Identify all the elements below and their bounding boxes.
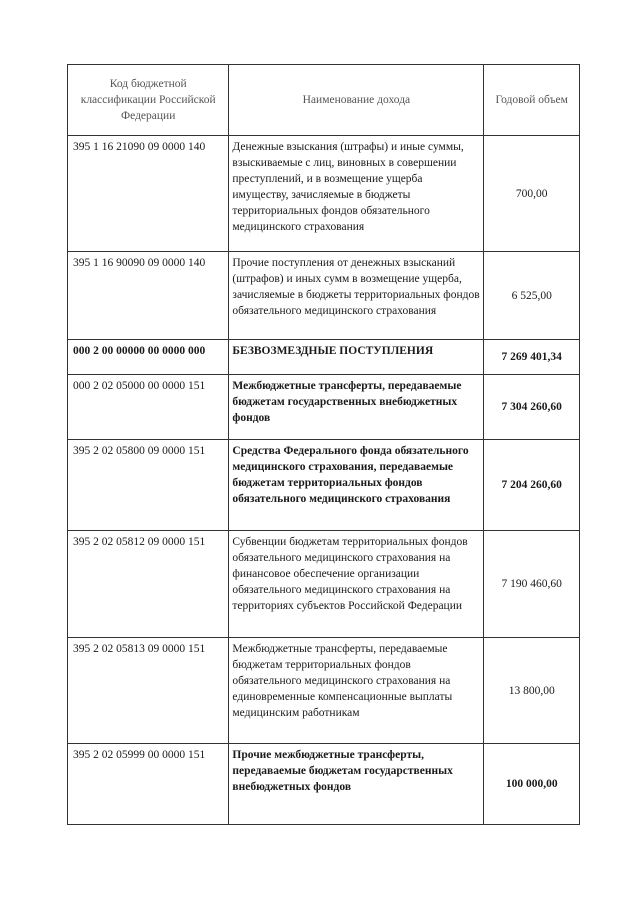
table-row: [68, 136, 580, 252]
row-name: Прочие поступления от денежных взысканий (штрафов) и иных сумм в возмещение ущерба, зачисляемые в бюджеты территориальных фондов обязательного медицинского страхования: [229, 252, 484, 340]
row-code: 000 2 02 05000 00 0000 151: [68, 375, 229, 440]
row-code: 395 2 02 05812 09 0000 151: [68, 531, 229, 638]
row-name: Средства Федерального фонда обязательного медицинского страхования, передаваемые бюджетам территориальных фондов обязательного медицинского страхования: [229, 440, 484, 531]
row-name: Межбюджетные трансферты, передаваемые бюджетам территориальных фондов обязательного медицинского страхования на единовременные компенсационные выплаты медицинским работникам: [229, 638, 484, 744]
table-row: [68, 375, 580, 440]
row-amount: 7 304 260,60: [484, 375, 580, 440]
row-name: Межбюджетные трансферты, передаваемые бюджетам государственных внебюджетных фондов: [229, 375, 484, 440]
header-amount: Годовой объем: [484, 65, 580, 136]
table-header-row: [68, 65, 580, 136]
header-code: Код бюджетной классификации Российской Федерации: [68, 65, 229, 136]
row-code: 000 2 00 00000 00 0000 000: [68, 340, 229, 375]
row-amount: 13 800,00: [484, 638, 580, 744]
row-amount: 700,00: [484, 136, 580, 252]
table-row: [68, 340, 580, 375]
row-code: 395 2 02 05813 09 0000 151: [68, 638, 229, 744]
row-name: Субвенции бюджетам территориальных фондов обязательного медицинского страхования на финансовое обеспечение организации обязательного медицинского страхования на территориях субъектов Российской Федерации: [229, 531, 484, 638]
header-name: Наименование дохода: [229, 65, 484, 136]
table-row: [68, 531, 580, 638]
row-code: 395 2 02 05999 00 0000 151: [68, 744, 229, 825]
row-amount: 7 190 460,60: [484, 531, 580, 638]
table-row: [68, 252, 580, 340]
table-row: [68, 638, 580, 744]
table-row: [68, 440, 580, 531]
row-name: Прочие межбюджетные трансферты, передаваемые бюджетам государственных внебюджетных фондов: [229, 744, 484, 825]
row-code: 395 1 16 90090 09 0000 140: [68, 252, 229, 340]
row-code: 395 2 02 05800 09 0000 151: [68, 440, 229, 531]
row-amount: 7 269 401,34: [484, 340, 580, 375]
row-amount: 100 000,00: [484, 744, 580, 825]
row-code: 395 1 16 21090 09 0000 140: [68, 136, 229, 252]
revenue-table: [67, 64, 580, 825]
row-amount: 7 204 260,60: [484, 440, 580, 531]
row-name: БЕЗВОЗМЕЗДНЫЕ ПОСТУПЛЕНИЯ: [229, 340, 484, 375]
table-row: [68, 744, 580, 825]
row-amount: 6 525,00: [484, 252, 580, 340]
row-name: Денежные взыскания (штрафы) и иные суммы, взыскиваемые с лиц, виновных в совершении преступлений, и в возмещение ущерба имуществу, зачисляемые в бюджеты территориальных фондов обязательного медицинского страхования: [229, 136, 484, 252]
